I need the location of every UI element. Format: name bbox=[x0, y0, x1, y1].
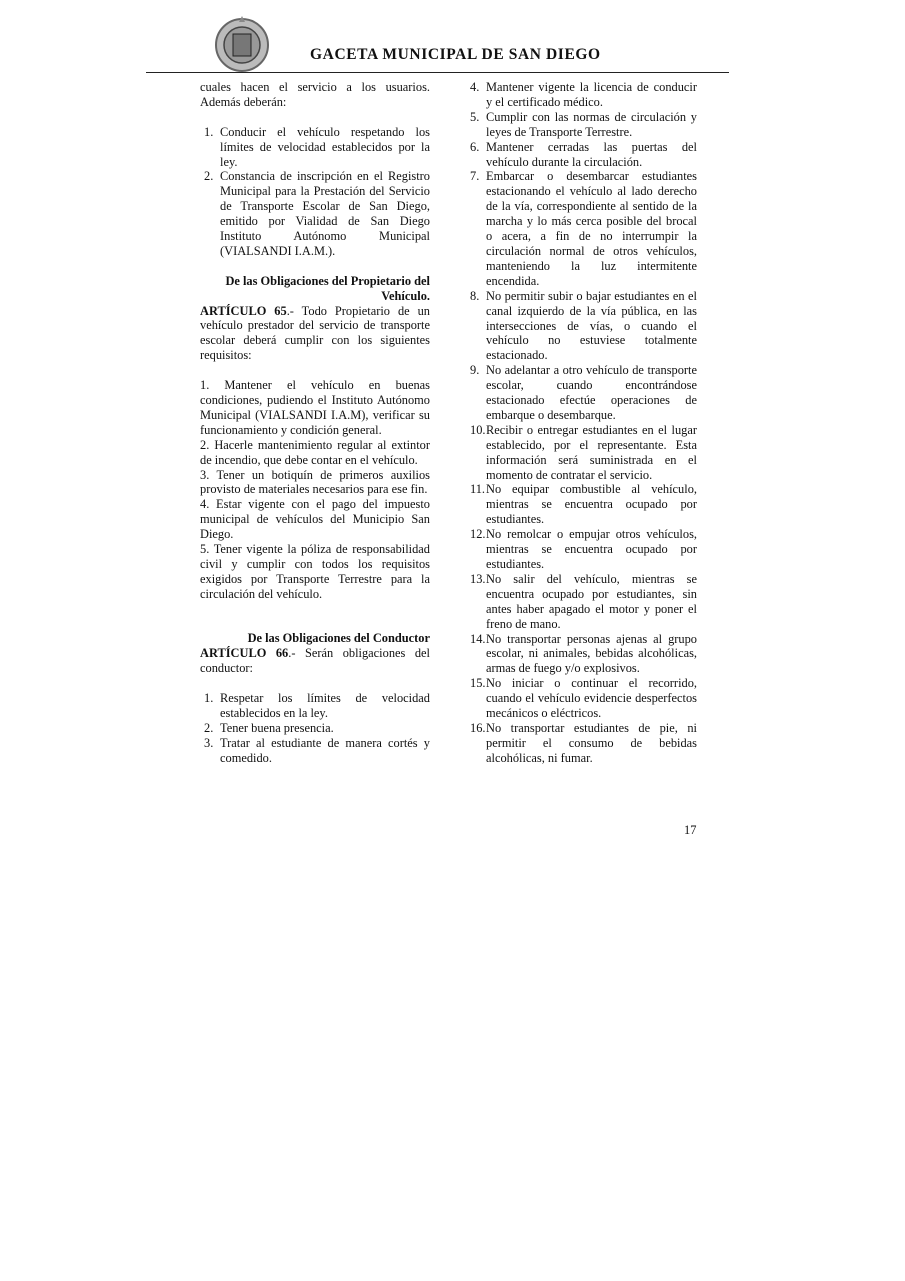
article-label: ARTÍCULO 66 bbox=[200, 646, 289, 661]
left-column bbox=[200, 80, 430, 766]
list-1 bbox=[200, 125, 430, 259]
article-text: .- Todo Propietario de un vehículo prestador del servicio de transporte escolar deberá cumplir con los siguientes requisitos: bbox=[200, 303, 430, 363]
list-item bbox=[470, 423, 697, 483]
item-text: Mantener vigente la licencia de conducir y el certificado médico. bbox=[486, 80, 697, 109]
municipal-seal-icon bbox=[209, 14, 275, 72]
list-item bbox=[200, 721, 430, 736]
list-item bbox=[470, 80, 697, 110]
item-text: No salir del vehículo, mientras se encuentra ocupado por estudiantes, sin antes haber apagado el motor y poner el freno de mano. bbox=[486, 571, 697, 631]
list-item bbox=[470, 363, 697, 423]
requirement: 3. Tener un botiquín de primeros auxilios provisto de materiales necesarios para ese fin. bbox=[200, 467, 430, 497]
item-number: 4. bbox=[470, 80, 480, 94]
item-number: 14. bbox=[470, 631, 486, 646]
item-number: 8. bbox=[470, 288, 480, 303]
item-number: 1. bbox=[204, 124, 214, 139]
item-text: Mantener cerradas las puertas del vehículo durante la circulación. bbox=[486, 139, 697, 169]
item-number: 2. bbox=[204, 720, 214, 735]
item-text: No equipar combustible al vehículo, mientras se encuentra ocupado por estudiantes. bbox=[486, 482, 697, 527]
item-text: Conducir el vehículo respetando los límites de velocidad establecidos por la ley. bbox=[220, 124, 430, 169]
item-text: Tener buena presencia. bbox=[220, 720, 334, 735]
item-number: 7. bbox=[470, 169, 480, 184]
list-item bbox=[470, 482, 697, 527]
article-label: ARTÍCULO 65 bbox=[200, 303, 287, 318]
list-item bbox=[470, 110, 697, 140]
item-number: 3. bbox=[204, 735, 214, 750]
list-item bbox=[200, 169, 430, 258]
item-text: Cumplir con las normas de circulación y leyes de Transporte Terrestre. bbox=[486, 109, 697, 139]
list-item bbox=[200, 125, 430, 170]
item-number: 15. bbox=[470, 676, 486, 691]
list-item bbox=[470, 169, 697, 288]
requirement: 1. Mantener el vehículo en buenas condiciones, pudiendo el Instituto Autónomo Municipal (VIALSANDI I.A.M), verificar su funcionamiento y condición general. bbox=[200, 378, 430, 437]
section-heading-driver: De las Obligaciones del Conductor bbox=[247, 631, 430, 646]
list-2 bbox=[200, 691, 430, 766]
list-item bbox=[200, 691, 430, 721]
right-column bbox=[470, 80, 697, 766]
item-number: 12. bbox=[470, 527, 486, 542]
item-text: Embarcar o desembarcar estudiantes estacionando el vehículo al lado derecho de la vía, correspondiente al sentido de la marcha y lo más cerca posible del brocal o acera, a fin de no interrumpir la circulación normal de otros vehículos, manteniendo la luz intermitente encendida. bbox=[486, 169, 697, 288]
list-item bbox=[470, 289, 697, 364]
list-item bbox=[470, 140, 697, 170]
item-text: Tratar al estudiante de manera cortés y comedido. bbox=[220, 735, 430, 765]
list-item bbox=[200, 736, 430, 766]
item-number: 5. bbox=[470, 109, 480, 124]
header-divider bbox=[146, 72, 729, 73]
article-65 bbox=[200, 304, 430, 364]
item-number: 11. bbox=[470, 482, 486, 497]
list-item bbox=[470, 632, 697, 677]
list-item bbox=[470, 527, 697, 572]
article-text: .- Serán obligaciones del conductor: bbox=[200, 646, 430, 676]
requirement: 2. Hacerle mantenimiento regular al extintor de incendio, que debe contar en el vehículo. bbox=[200, 437, 430, 467]
item-text: No adelantar a otro vehículo de transporte escolar, cuando encontrándose estacionado efectúe operaciones de embarque o desembarque. bbox=[486, 363, 697, 422]
article-66 bbox=[200, 646, 430, 676]
item-text: Respetar los límites de velocidad establecidos en la ley. bbox=[220, 691, 430, 720]
page-number: 17 bbox=[684, 823, 697, 837]
item-number: 2. bbox=[204, 169, 214, 184]
item-number: 1. bbox=[204, 691, 214, 706]
list-item bbox=[470, 721, 697, 766]
item-text: No remolcar o empujar otros vehículos, mientras se encuentra ocupado por estudiantes. bbox=[486, 527, 697, 571]
list-item bbox=[470, 572, 697, 632]
item-number: 6. bbox=[470, 139, 480, 154]
gazette-title: GACETA MUNICIPAL DE SAN DIEGO bbox=[310, 46, 601, 63]
requirement: 4. Estar vigente con el pago del impuesto municipal de vehículos del Municipio San Diego. bbox=[200, 497, 430, 542]
list-item bbox=[470, 676, 697, 721]
obligations-list bbox=[470, 80, 697, 766]
item-text: No iniciar o continuar el recorrido, cuando el vehículo evidencie desperfectos mecánicos o eléctricos. bbox=[486, 676, 697, 721]
item-text: Constancia de inscripción en el Registro Municipal para la Prestación del Servicio de Transporte Escolar de San Diego, emitido por Vialidad de San Diego Instituto Autónomo Municipal (VIALSANDI I.A.M.). bbox=[220, 169, 430, 258]
item-number: 9. bbox=[470, 363, 480, 378]
section-heading-owner: De las Obligaciones del Propietario del Vehículo. bbox=[225, 273, 430, 303]
intro-paragraph: cuales hacen el servicio a los usuarios. Además deberán: bbox=[200, 80, 430, 109]
item-number: 13. bbox=[470, 571, 486, 586]
item-text: No transportar personas ajenas al grupo escolar, ni animales, bebidas alcohólicas, armas de fuego y/o explosivos. bbox=[486, 631, 697, 676]
item-text: No transportar estudiantes de pie, ni permitir el consumo de bebidas alcohólicas, ni fumar. bbox=[486, 720, 697, 765]
item-number: 16. bbox=[470, 720, 486, 735]
requirement: 5. Tener vigente la póliza de responsabilidad civil y cumplir con todos los requisitos exigidos por Transporte Terrestre para la circulación del vehículo. bbox=[200, 542, 430, 601]
item-number: 10. bbox=[470, 422, 486, 437]
item-text: No permitir subir o bajar estudiantes en el canal izquierdo de la vía pública, en las intersecciones de vías, o cuando el vehículo no estuviese totalmente estacionado. bbox=[486, 288, 697, 363]
item-text: Recibir o entregar estudiantes en el lugar establecido, por el representante. Esta información será suministrada en el momento de contratar el servicio. bbox=[486, 422, 697, 482]
